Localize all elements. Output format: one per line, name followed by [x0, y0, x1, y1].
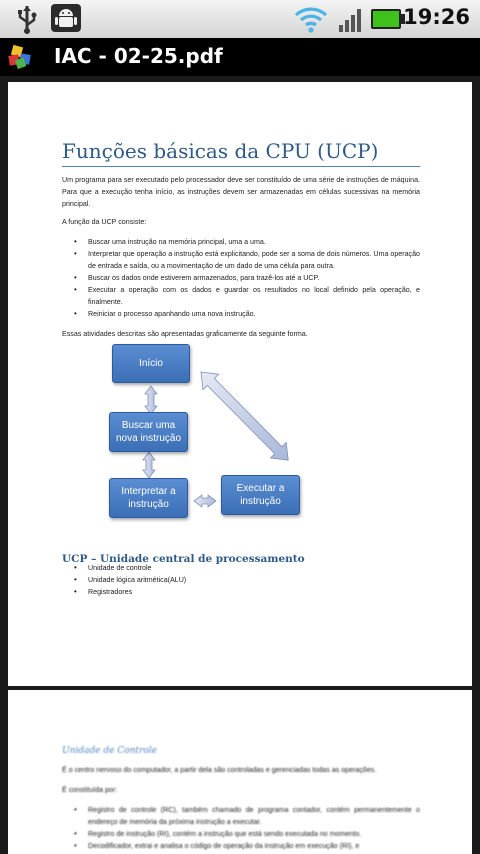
- signal-icon: [338, 4, 366, 38]
- control-unit-heading: Unidade de Controle: [62, 746, 157, 756]
- list-item: • Executar a operação com os dados e guardar os resultados no local definido pela operação, e finalmente.: [74, 284, 420, 308]
- battery-icon: [370, 8, 406, 34]
- start-execute-arrow: [193, 364, 296, 468]
- interpret-box: Interpretar a instrução: [109, 478, 188, 518]
- document-title: IAC - 02-25.pdf: [54, 44, 223, 68]
- list-item: • Registradores: [74, 586, 420, 598]
- function-label: A função da UCP consiste:: [62, 218, 147, 226]
- list-item: • Decodificador, extrai e analisa o código de operação da instrução em execução (RI), e: [74, 840, 420, 852]
- execute-box: Executar a instrução: [221, 475, 300, 515]
- control-unit-label: É constituída por:: [62, 786, 118, 794]
- pdf-page-2[interactable]: [8, 690, 472, 854]
- fetch-interpret-arrow: [143, 452, 155, 478]
- control-unit-list: [74, 804, 420, 852]
- control-unit-intro: É o centro nervoso do computador, a partir dela são controladas e gerenciadas todas as operações.: [62, 766, 377, 774]
- usb-icon: [14, 4, 40, 38]
- app-title-bar: [0, 38, 480, 76]
- diagram-caption: Essas atividades descritas são apresentadas graficamente da seguinte forma.: [62, 330, 308, 338]
- pdf-viewer-app-icon[interactable]: [6, 43, 34, 75]
- ucp-heading: UCP – Unidade central de processamento: [62, 553, 305, 565]
- list-item: • Unidade lógica aritmética(ALU): [74, 574, 420, 586]
- list-item: • Interpretar que operação a instrução está explicitando, pode ser a soma de dois números. Uma operação de entrada e saída, ou a movimentação de um dado de uma célula para outra.: [74, 248, 420, 272]
- list-item: • Buscar os dados onde estiverem armazenados, para trazê-los até a UCP.: [74, 272, 420, 284]
- clock-time: 19:26: [403, 5, 470, 29]
- fetch-box: Buscar uma nova instrução: [109, 412, 188, 452]
- pdf-page-1[interactable]: [8, 82, 472, 686]
- pdf-viewer-canvas[interactable]: [0, 76, 480, 854]
- page-heading: Funções básicas da CPU (UCP): [62, 139, 379, 163]
- android-debug-icon: [50, 3, 82, 37]
- fetch-start-arrow: [145, 386, 157, 414]
- list-item: • Buscar uma instrução na memória principal, uma a uma.: [74, 236, 420, 248]
- list-item: • Unidade de controle: [74, 562, 420, 574]
- start-box: Início: [112, 344, 190, 383]
- status-bar: [0, 0, 480, 39]
- intro-paragraph: Um programa para ser executado pelo processador deve ser constituído de uma série de instruções de máquina. Para que a execução tenha início, as instruções devem ser armazenadas em células sucessivas na memória principal.: [62, 176, 420, 208]
- list-item: • Registro de instrução (RI), contém a instrução que está sendo executada no momento.: [74, 828, 420, 840]
- list-item: • Registro de controle (RC), também chamado de programa contador, contém permanentemente o endereço de memória da próxima instrução a executar.: [74, 804, 420, 828]
- list-item: • Reiniciar o processo apanhando uma nova instrução.: [74, 308, 420, 320]
- ucp-parts-list: [74, 562, 420, 598]
- interpret-execute-arrow: [194, 495, 216, 507]
- wifi-icon: [294, 4, 328, 38]
